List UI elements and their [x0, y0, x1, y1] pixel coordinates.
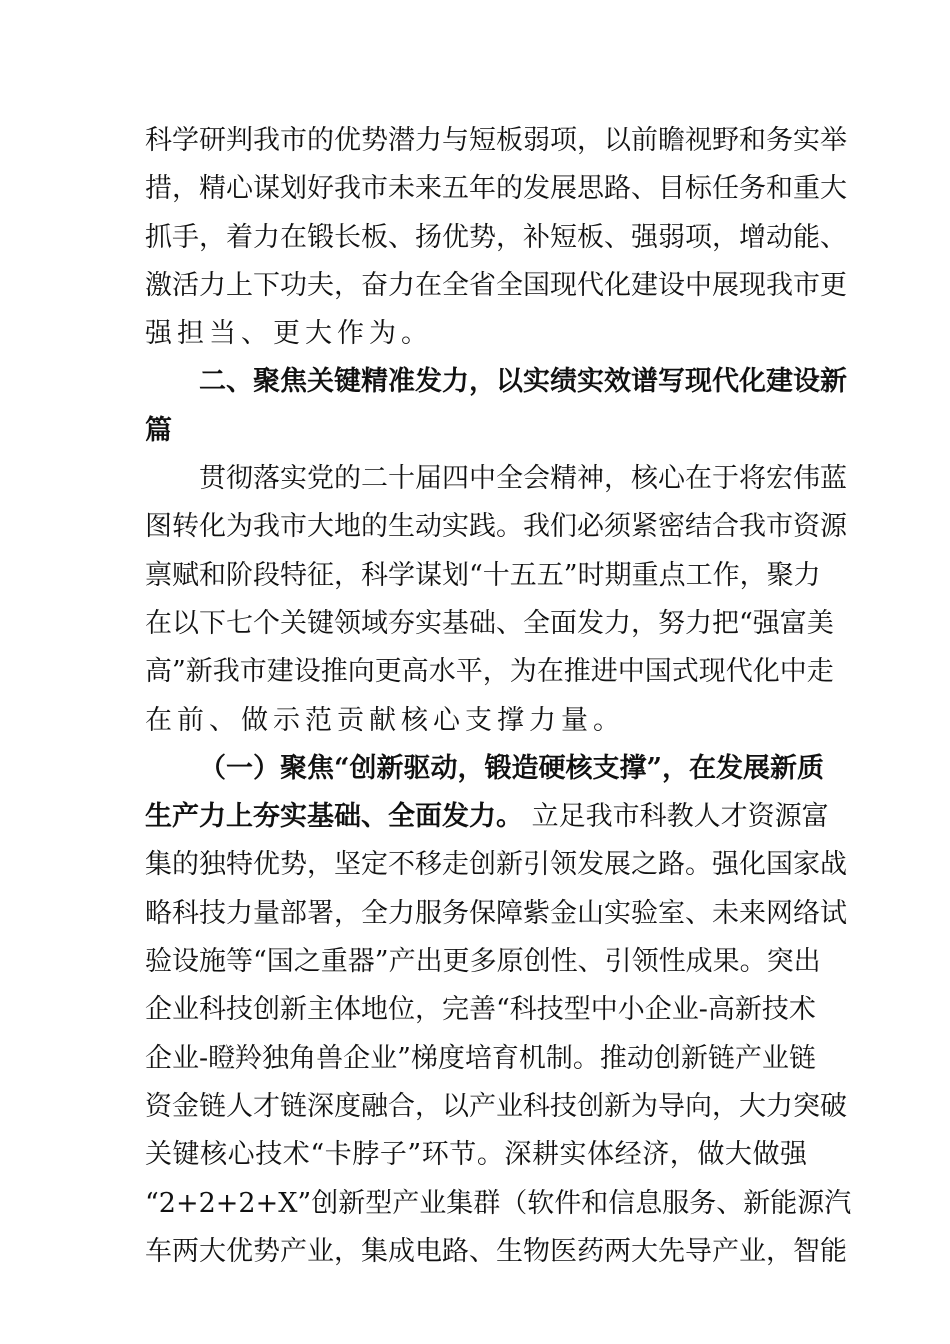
document-body	[145, 117, 852, 1276]
text-line	[145, 890, 847, 938]
body-text: 高”新我市建设推向更高水平，为在推进中国式现代化中走	[145, 656, 834, 688]
text-line	[145, 793, 829, 841]
text-line	[145, 745, 825, 793]
text-line	[145, 165, 847, 213]
body-text: 集的独特优势，坚定不移走创新引领发展之路。强化国家战	[145, 849, 847, 881]
body-text: 禀赋和阶段特征，科学谋划“十五五”时期重点工作，聚力	[145, 559, 821, 591]
body-text: 在前、做示范贡献核心支撑力量。	[145, 704, 625, 736]
body-text: “2+2+2+X”创新型产业集群（软件和信息服务、新能源汽	[145, 1187, 852, 1219]
body-text: 激活力上下功夫，奋力在全省全国现代化建设中展现我市更	[145, 269, 847, 301]
body-text: 立足我市科教人才资源富	[523, 801, 829, 833]
text-line	[145, 117, 847, 165]
heading-text: 二、聚焦关键精准发力，以实绩实效谱写现代化建设新	[199, 366, 847, 398]
body-text: 企业-瞪羚独角兽企业”梯度培育机制。推动创新链产业链	[145, 1042, 816, 1074]
body-text: 抓手，着力在锻长板、扬优势，补短板、强弱项，增动能、	[145, 221, 847, 253]
body-text: 在以下七个关键领域夯实基础、全面发力，努力把“强富美	[145, 607, 834, 639]
body-text: 车两大优势产业，集成电路、生物医药两大先导产业，智能	[145, 1235, 847, 1267]
body-text: 图转化为我市大地的生动实践。我们必须紧密结合我市资源	[145, 511, 847, 543]
body-text: 关键核心技术“卡脖子”环节。深耕实体经济，做大做强	[145, 1139, 807, 1171]
text-line	[145, 503, 847, 551]
body-text: 强担当、更大作为。	[145, 318, 433, 350]
text-line	[145, 262, 847, 310]
text-line	[145, 1035, 816, 1083]
text-line	[145, 552, 821, 600]
text-line	[145, 648, 834, 696]
text-line	[145, 697, 807, 745]
text-line	[145, 310, 807, 358]
text-line	[145, 938, 821, 986]
body-text: 验设施等“国之重器”产出更多原创性、引领性成果。突出	[145, 946, 821, 978]
heading-text: 篇	[145, 414, 177, 446]
body-text: 企业科技创新主体地位，完善“科技型中小企业-高新技术	[145, 994, 816, 1026]
body-text: 贯彻落实党的二十届四中全会精神，核心在于将宏伟蓝	[199, 463, 847, 495]
heading-text: 生产力上夯实基础、全面发力。	[145, 801, 523, 833]
text-line	[145, 600, 834, 648]
text-line	[145, 214, 847, 262]
text-line	[145, 986, 816, 1034]
body-text: 科学研判我市的优势潜力与短板弱项，以前瞻视野和务实举	[145, 125, 847, 156]
text-line	[145, 407, 807, 455]
text-line	[145, 358, 847, 406]
text-line	[145, 1180, 852, 1228]
text-line	[145, 455, 847, 503]
body-text: 略科技力量部署，全力服务保障紫金山实验室、未来网络试	[145, 897, 847, 929]
heading-text: （一）聚焦“创新驱动，锻造硬核支撑”，在发展新质	[199, 752, 825, 784]
body-text: 措，精心谋划好我市未来五年的发展思路、目标任务和重大	[145, 173, 847, 205]
text-line	[145, 1131, 807, 1179]
text-line	[145, 1228, 847, 1276]
text-line	[145, 1083, 847, 1131]
text-line	[145, 841, 847, 889]
body-text: 资金链人才链深度融合，以产业科技创新为导向，大力突破	[145, 1090, 847, 1122]
